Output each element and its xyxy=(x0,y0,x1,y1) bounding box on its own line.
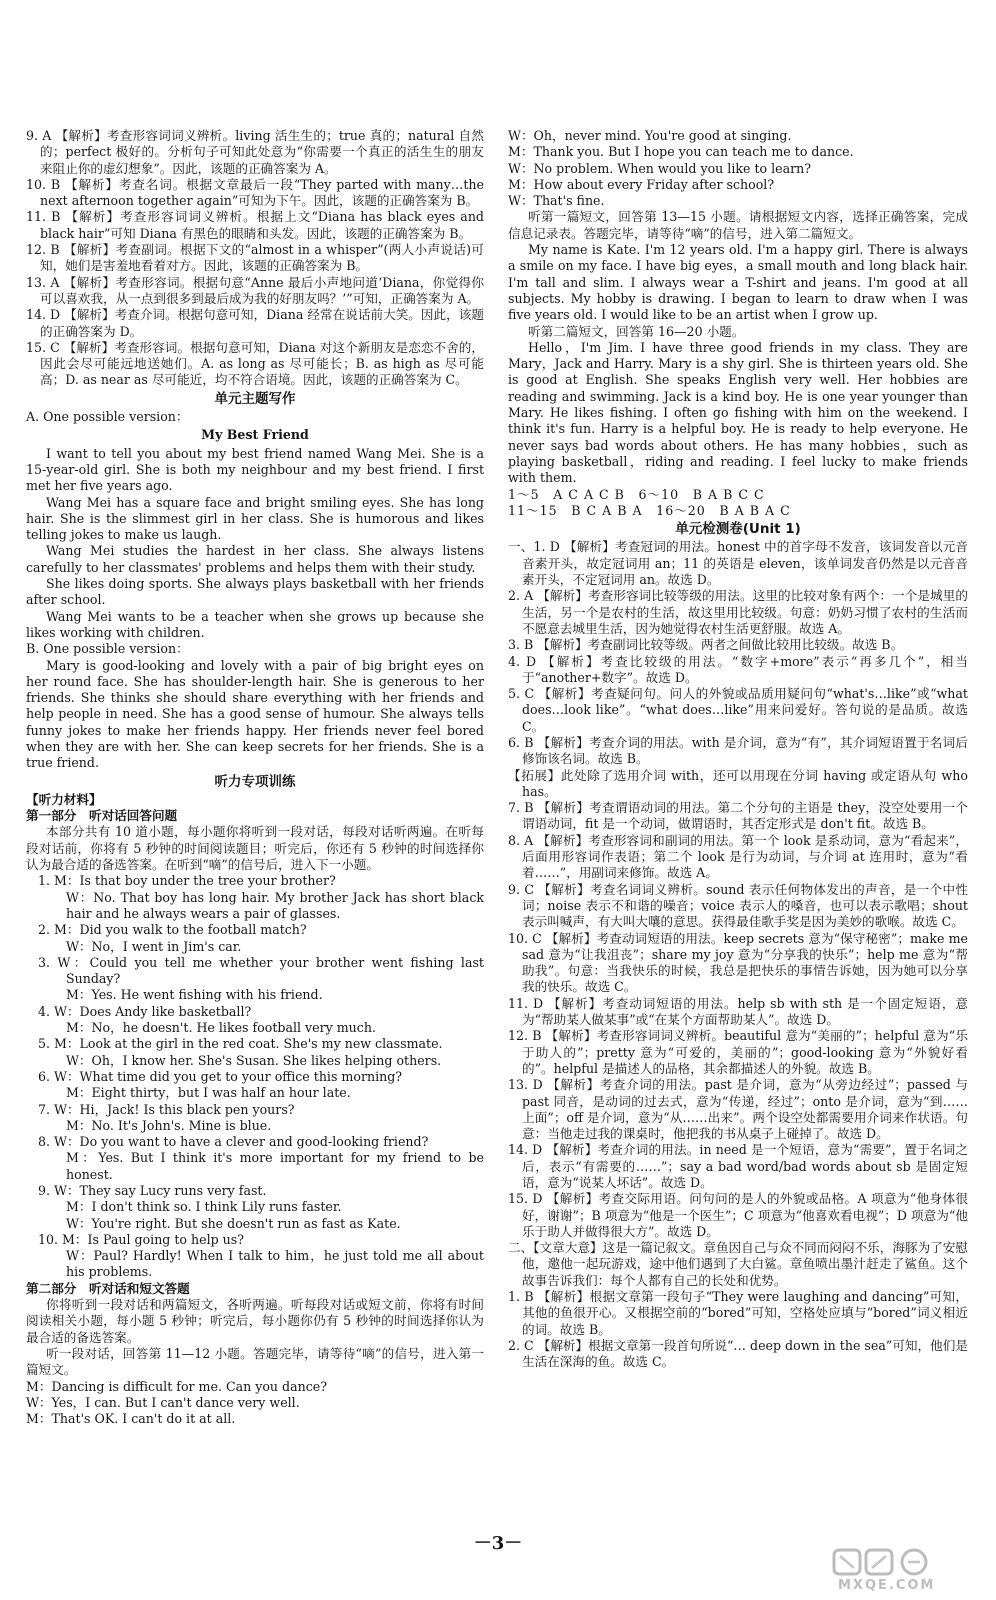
dialogue-line: 4. W：Does Andy like basketball? xyxy=(38,1003,252,1019)
answer-item: 12. B 【解析】考查形容词词义辨析。beautiful 意为“美丽的”；helpful 意为“乐于助人的”；pretty 意为“可爱的，美丽的”；good-looking 意为“外貌好看的”。helpful 是描述人的品格，其余都描述人的外貌。故选 B。 xyxy=(508,1028,968,1076)
dialogue-line: 7. W：Hi，Jack! Is this black pen yours? xyxy=(38,1101,295,1117)
answer-item: 5. C 【解析】考查疑问句。问人的外貌或品质用疑问句“what's…like”或“what does…look like”。“what does…like”用来问爱好。答句说的是品质。故选 C。 xyxy=(508,686,968,734)
svg-text:MXQE.COM: MXQE.COM xyxy=(838,1578,936,1592)
paragraph: 听一段对话，回答第 11—12 小题。答题完毕，请等待“嘀”的信号，进入第一篇短文。 xyxy=(26,1345,484,1378)
dialogue-line: 10. M：Is Paul going to help us? xyxy=(38,1231,244,1247)
answer-item: 二、【文章大意】这是一篇记叙文。章鱼因自己与众不同而闷闷不乐，海豚为了安慰他，邀他一起玩游戏，途中他们遇到了大白鲨。章鱼喷出墨汁赶走了鲨鱼。这个故事告诉我们：每个人都有自己的长处和优势。 xyxy=(508,1240,968,1288)
answer-item: 9. A 【解析】考查形容词词义辨析。living 活生生的；true 真的；natural 自然的；perfect 极好的。分析句子可知此处意为“你需要一个真正的活生生的朋友来阻止你的虚幻想象”。因此，该题的正确答案为 A。 xyxy=(26,128,484,176)
answer-item: 9. C 【解析】考查名词词义辨析。sound 表示任何物体发出的声音，是一个中性词；noise 表示不和谐的噪音；voice 表示人的嗓音，也可以表示歌唱；shout 表示叫喊声，有大叫大嚷的意思。获得最佳歌手奖是因为美妙的歌喉。故选 C。 xyxy=(508,881,968,930)
essay-title: My Best Friend xyxy=(201,427,309,443)
answer-item: 10. B 【解析】考查名词。根据文章最后一段“They parted with many…the next afternoon together again”可知为下午。因此，该题的正确答案为 B。 xyxy=(26,176,484,209)
answer-item: 15. D 【解析】考查交际用语。问句问的是人的外貌或品格。A 项意为“他身体很好，谢谢”；B 项意为“他是一个医生”；C 项意为“他喜欢看电视”；D 项意为“他乐于助人并做得很大方”。故选 D。 xyxy=(508,1191,968,1239)
paragraph: She likes doing sports. She always plays basketball with her friends after school. xyxy=(26,576,484,608)
answer-item: 15. C 【解析】考查形容词。根据句意可知，Diana 对这个新朋友是恋恋不舍的，因此会尽可能远地送她们。A. as long as 尽可能长；B. as high as 尽可能高；D. as near as 尽可能近，均不符合语境。因此，该题的正确答案为 C。 xyxy=(26,339,484,388)
paragraph: Wang Mei has a square face and bright smiling eyes. She has long hair. She is the slimmest girl in her class. She is humorous and likes telling jokes to make us laugh. xyxy=(26,494,484,543)
dialogue-line: 2. M：Did you walk to the football match? xyxy=(38,922,307,938)
paragraph: Wang Mei wants to be a teacher when she grows up because she likes working with children. xyxy=(26,608,484,640)
answer-item: 4. D 【解析】考查比较级的用法。“数字+more”表示“再多几个”，相当于“another+数字”。故选 D。 xyxy=(508,653,968,685)
subsection-heading: 第一部分 听对话回答问题 xyxy=(26,808,178,824)
answer-item: 1. B 【解析】根据文章第一段句子“They were laughing and dancing”可知，其他的鱼很开心。又根据空前的“bored”可知，空格处应填与“bored”词义相近的词。故选 B。 xyxy=(508,1289,968,1337)
answer-key-line: 1～5 A C A C B 6～10 B A B C C xyxy=(508,486,765,502)
dialogue-line: M：Yes. But I think it's more important for my friend to be honest. xyxy=(66,1150,484,1182)
answer-key-line: 11～15 B C A B A 16～20 B A B A C xyxy=(508,502,791,518)
dialogue-line: W：Paul? Hardly! When I talk to him，he just told me all about his problems. xyxy=(66,1248,484,1280)
text-line: M：That's OK. I can't do it at all. xyxy=(26,1411,236,1427)
answer-item: 7. B 【解析】考查谓语动词的用法。第二个分句的主语是 they，没空处要用一个谓语动词，fit 是一个动词，做谓语时，其否定形式是 don't fit。故选 B。 xyxy=(508,800,968,832)
paragraph: Hello，I'm Jim. I have three good friends in my class. They are Mary，Jack and Harry. Mary is a shy girl. She is thirteen years old. She is good at English. She speaks English very well. Her hobbies are reading and swimming. Jack is a kind boy. He is one year younger than Mary. He likes fishing. I often go fishing with him on the weekend. I think it's fun. Harry is a helpful boy. He is ready to help everyone. He never says bad words about others. He has many hobbies，such as playing basketball，riding and reading. I feel lucky to make friends with them. xyxy=(508,339,968,486)
answer-item: 【拓展】此处除了选用介词 with，还可以用现在分词 having 或定语从句 who has。 xyxy=(508,767,968,799)
answer-item: 一、1. D 【解析】考查冠词的用法。honest 中的首字母不发音，该词发音以元音音素开头，故定冠词用 an；11 的英语是 eleven，该单词发音仍然是以元音音素开头，不定冠词用 an。故选 D。 xyxy=(508,539,968,588)
dialogue-line: M：No，he doesn't. He likes football very much. xyxy=(66,1020,376,1036)
dialogue-line: 3. W：Could you tell me whether your brother went fishing last Sunday? xyxy=(38,954,484,987)
text-line: M：Dancing is difficult for me. Can you dance? xyxy=(26,1378,327,1394)
text-line: M：Thank you. But I hope you can teach me to dance. xyxy=(508,144,854,160)
answer-item: 2. A 【解析】考查形容词比较等级的用法。这里的比较对象有两个：一个是城里的生活，另一个是农村的生活，故这里用比较级。句意：奶奶习惯了农村的生活而不愿意去城里生活，因为她觉得农村生活更舒服。故选 A。 xyxy=(508,588,968,636)
text-line: W：No problem. When would you like to learn? xyxy=(508,160,811,176)
section-heading: 单元检测卷(Unit 1) xyxy=(675,521,801,538)
paragraph: My name is Kate. I'm 12 years old. I'm a happy girl. There is always a smile on my face. I have big eyes，a small mouth and long black hair. I'm tall and slim. I always wear a T-shirt and jeans. I'm good at all subjects. My hobby is drawing. I began to learn to draw when I was five years old. I would like to be an artist when I grow up. xyxy=(508,242,968,323)
answer-item: 10. C 【解析】考查动词短语的用法。keep secrets 意为“保守秘密”；make me sad 意为“让我沮丧”；share my joy 意为“分享我的快乐”；help me 意为“帮助我”。句意：当我快乐的时候，我总是把快乐的事情告诉她，因为她可以分享我的快乐。故选 C。 xyxy=(508,930,968,995)
answer-item: 12. B 【解析】考查副词。根据下文的“almost in a whisper”(两人小声说话)可知，她们是害羞地看着对方。因此，该题的正确答案为 B。 xyxy=(26,242,484,274)
answer-item: 14. D 【解析】考查介词。根据句意可知，Diana 经常在说话前大笑。因此，该题的正确答案为 D。 xyxy=(26,307,484,339)
subsection-heading: 【听力材料】 xyxy=(26,791,102,807)
dialogue-line: 8. W：Do you want to have a clever and good-looking friend? xyxy=(38,1134,429,1150)
page-number: －3－ xyxy=(473,1533,523,1554)
text-line: M：How about every Friday after school? xyxy=(508,176,775,192)
answer-item: 6. B 【解析】考查介词的用法。with 是介词，意为“有”，其介词短语置于名词后修饰该名词。故选 B。 xyxy=(508,734,968,767)
paragraph: Mary is good-looking and lovely with a pair of big bright eyes on her round face. She has shoulder-length hair. She is generous to her friends. She thinks she should share everything with her friends and help people in need. She has a good sense of humour. She always tells funny jokes to make her friends happy. Her friends never feel bored when they are with her. She can keep secrets for her friends. She is a true friend. xyxy=(26,657,484,771)
text-line: W：Oh，never mind. You're good at singing. xyxy=(508,128,792,143)
answer-item: 2. C 【解析】根据文章第一段首句所说“… deep down in the sea”可知，他们是生活在深海的鱼。故选 C。 xyxy=(508,1337,968,1370)
answer-item: 14. D 【解析】考查介词的用法。in need 是一个短语，意为“需要”，置于名词之后，表示“有需要的……”；say a bad word/bad words about sb 是固定短语，意为“说某人坏话”。故选 D。 xyxy=(508,1142,968,1190)
dialogue-line: M：No. It's John's. Mine is blue. xyxy=(66,1117,272,1133)
right-column xyxy=(508,128,968,1371)
dialogue-line: 5. M：Look at the girl in the red coat. She's my new classmate. xyxy=(38,1036,443,1052)
text-line: A. One possible version： xyxy=(26,409,189,425)
dialogue-line: W：No. That boy has long hair. My brother Jack has short black hair and he always wears a pair of glasses. xyxy=(66,889,484,921)
answer-item: 13. D 【解析】考查介词的用法。past 是介词，意为“从旁边经过”；passed 与 past 同音，是动词的过去式，意为“传递，经过”；onto 是介词，意为“到……上面”；off 是介词，意为“从……出来”。两个设空处都需要用介词来作状语。句意：当他走过我的课桌时，他把我的书从桌子上碰掉了。故选 D。 xyxy=(508,1077,968,1142)
dialogue-line: M：Yes. He went fishing with his friend. xyxy=(66,987,323,1003)
left-column xyxy=(26,128,484,1427)
dialogue-line: W：Oh，I know her. She's Susan. She likes helping others. xyxy=(66,1052,442,1068)
answer-item: 8. A 【解析】考查形容词和副词的用法。第一个 look 是系动词，意为“看起来”，后面用形容词作表语；第二个 look 是行为动词，与介词 at 连用时，意为“看着……”，用副词来修饰。故选 A。 xyxy=(508,832,968,881)
watermark-logo-graphic xyxy=(832,1548,972,1592)
dialogue-line: 6. W：What time did you get to your office this morning? xyxy=(38,1068,403,1084)
watermark-logo xyxy=(832,1548,972,1592)
answer-item: 13. A 【解析】考查形容词。根据句意“Anne 最后小声地问道‘Diana，你觉得你可以喜欢我，从一点到很多到最后成为我的好朋友吗？’”可知，正确答案为 A。 xyxy=(26,274,484,306)
dialogue-line: M：I don't think so. I think Lily runs faster. xyxy=(66,1199,342,1215)
paragraph: 本部分共有 10 道小题，每小题你将听到一段对话，每段对话听两遍。在听每段对话前，你将有 5 秒钟的时间阅读题目；听完后，你还有 5 秒钟的时间选择你认为最合适的备选答案。在听到“嘀”的信号后，进入下一小题。 xyxy=(26,824,484,873)
dialogue-line: W：No，I went in Jim's car. xyxy=(66,938,242,954)
paragraph: Wang Mei studies the hardest in her class. She always listens carefully to her classmates' problems and helps them with their study. xyxy=(26,543,484,575)
answer-item: 11. D 【解析】考查动词短语的用法。help sb with sth 是一个固定短语，意为“帮助某人做某事”或“在某个方面帮助某人”。故选 D。 xyxy=(508,995,968,1028)
text-line: W：Yes，I can. But I can't dance very well. xyxy=(26,1394,300,1410)
section-heading: 单元主题写作 xyxy=(214,390,296,407)
dialogue-line: W：You're right. But she doesn't run as fast as Kate. xyxy=(66,1215,401,1231)
dialogue-line: M：Eight thirty，but I was half an hour late. xyxy=(66,1085,351,1101)
dialogue-line: 1. M：Is that boy under the tree your brother? xyxy=(38,873,336,889)
section-heading: 听力专项训练 xyxy=(214,773,296,790)
dialogue-line: 9. W：They say Lucy runs very fast. xyxy=(38,1183,267,1198)
paragraph: I want to tell you about my best friend named Wang Mei. She is a 15-year-old girl. She is both my neighbour and my best friend. I first met her five years ago. xyxy=(26,445,484,494)
text-line: B. One possible version： xyxy=(26,641,189,657)
subsection-heading: 第二部分 听对话和短文答题 xyxy=(26,1280,190,1296)
text-line: W：That's fine. xyxy=(508,193,605,209)
paragraph: 听第二篇短文，回答第 16—20 小题。 xyxy=(528,323,745,339)
answer-item: 3. B 【解析】考查副词比较等级。两者之间做比较用比较级。故选 B。 xyxy=(508,637,904,653)
paragraph: 你将听到一段对话和两篇短文，各听两遍。听每段对话或短文前，你将有时间阅读相关小题，每小题 5 秒钟；听完后，每小题你仍有 5 秒钟的时间选择你认为最合适的备选答案。 xyxy=(26,1297,484,1345)
answer-item: 11. B 【解析】考查形容词词义辨析。根据上文“Diana has black eyes and black hair”可知 Diana 有黑色的眼睛和头发。因此，该题的正确答案为 B。 xyxy=(26,209,484,241)
paragraph: 听第一篇短文，回答第 13—15 小题。请根据短文内容，选择正确答案，完成信息记录表。答题完毕，请等待“嘀”的信号，进入第二篇短文。 xyxy=(508,209,968,241)
